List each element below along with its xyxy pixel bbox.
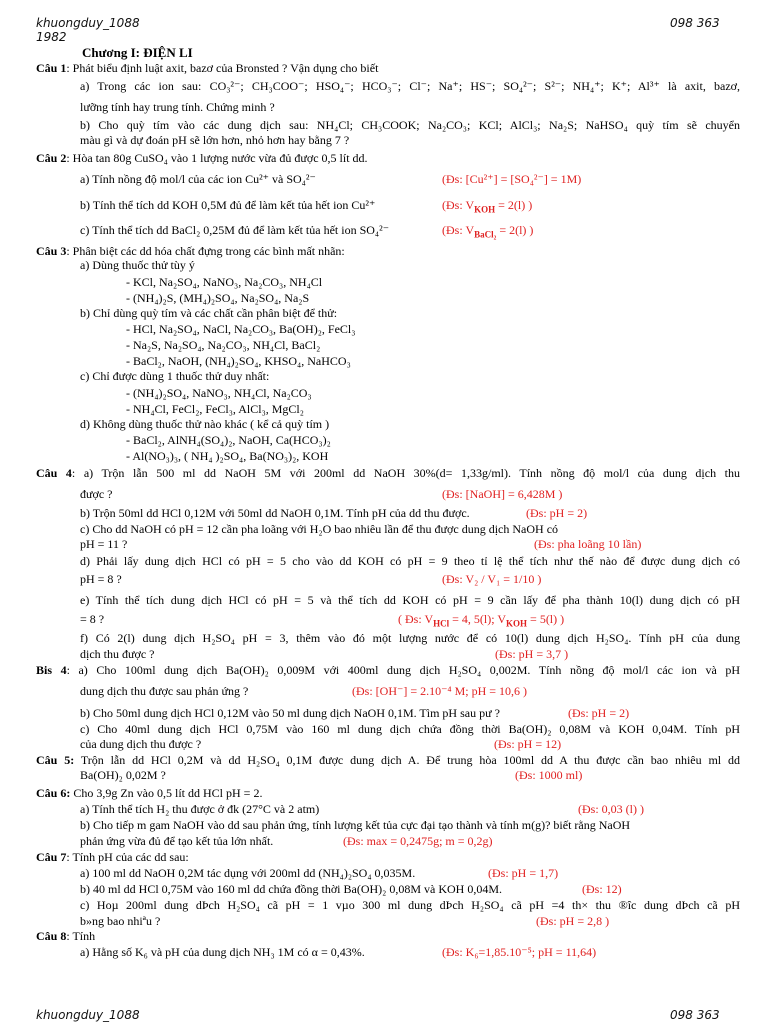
answer-main: (Đs: 12)	[582, 882, 622, 896]
answer-main: (Đs: pH = 2)	[568, 706, 630, 720]
text-line	[126, 449, 740, 463]
question-text: d) Phải lấy dung dịch HCl có pH = 5 cho vào dd KOH có pH = 9 theo tỉ lệ thể tích như thế nào để được dung dịch có	[80, 554, 740, 568]
question-text: của dung dịch thu được ?	[80, 737, 202, 751]
answer-main: (Đs: pH = 1,7)	[488, 866, 559, 880]
header-left: khuongduy_1088	[36, 16, 140, 30]
text-line	[80, 818, 740, 832]
text-line	[80, 572, 740, 586]
question-text: : Phát biểu định luật axit, bazơ của Bronsted ? Vận dụng cho biết	[66, 61, 379, 75]
question-text: - Na₂S, Na₂SO₄, Na₂CO₃, NH₄Cl, BaCl₂	[126, 338, 321, 352]
question-text: pH = 8 ?	[80, 572, 122, 586]
text-line	[36, 244, 740, 258]
text-line	[80, 306, 740, 320]
answer-text	[343, 834, 493, 848]
text-line	[80, 506, 740, 520]
text-line	[80, 898, 740, 912]
text-line	[80, 882, 740, 896]
question-label: Câu 2	[36, 151, 67, 165]
text-line	[126, 402, 740, 416]
question-text: : Phân biệt các dd hóa chất đựng trong các bình mất nhãn:	[66, 244, 345, 258]
question-text: lưỡng tính hay trung tính. Chứng minh ?	[80, 100, 275, 114]
answer-text	[352, 684, 527, 698]
question-text: a) Tính nồng độ mol/l của các ion Cu²⁺ và SO₄²⁻	[80, 172, 316, 186]
chapter-title: Chương I: ĐIỆN LI	[82, 45, 193, 60]
text-line	[80, 369, 740, 383]
question-label: Câu 4	[36, 466, 72, 480]
question-text: c) Hoµ 200ml dung dÞch H₂SO₄ cã pH = 1 vµo 300 ml dung dÞch H₂SO₄ cã pH =4 th× thu ®îc dung dÞch cã pH	[80, 898, 740, 912]
answer-text	[442, 223, 533, 241]
answer-cont: = 2(l) )	[495, 198, 533, 212]
answer-text	[526, 506, 587, 520]
question-text: - NH₄Cl, FeCl₂, FeCl₃, AlCl₃, MgCl₂	[126, 402, 304, 416]
question-text: b) Cho 50ml dung dịch HCl 0,12M vào 50 ml dung dịch NaOH 0,1M. Tìm pH sau pư ?	[80, 706, 500, 720]
text-line	[36, 151, 740, 165]
question-text: Cho 3,9g Zn vào 0,5 lít dd HCl pH = 2.	[70, 786, 263, 800]
text-line	[80, 866, 740, 880]
answer-text	[568, 706, 629, 720]
question-label: Câu 3	[36, 244, 67, 258]
text-line	[126, 386, 740, 400]
answer-text	[442, 172, 581, 186]
answer-main: (Đs: pha loãng 10 lần)	[534, 537, 642, 551]
question-text: - (NH₄)₂SO₄, NaNO₃, NH₄Cl, Na₂CO₃	[126, 386, 312, 400]
text-line	[80, 554, 740, 568]
answer-main: ( Đs: V	[398, 612, 434, 626]
answer-main: (Đs: max = 0,2475g; m = 0,2g)	[343, 834, 493, 848]
text-line	[36, 466, 740, 480]
answer-cont: = 2(l) )	[496, 223, 534, 237]
question-text: b) Tính thể tích dd KOH 0,5M đủ để làm kết tủa hết ion Cu²⁺	[80, 198, 376, 212]
question-text: - KCl, Na₂SO₄, NaNO₃, Na₂CO₃, NH₄Cl	[126, 275, 323, 289]
answer-main: (Đs: 1000 ml)	[515, 768, 583, 782]
text-line	[80, 737, 740, 751]
text-line	[80, 768, 740, 782]
answer-text	[515, 768, 582, 782]
question-text: = 8 ?	[80, 612, 105, 626]
question-label: Bis 4	[36, 663, 67, 677]
answer-text	[578, 802, 644, 816]
question-text: dung dịch thu được sau phản ứng ?	[80, 684, 249, 698]
question-text: : Tính	[66, 929, 96, 943]
question-text: a) Tính thể tích H₂ thu được ở đk (27°C và 2 atm)	[80, 802, 320, 816]
text-line	[80, 522, 740, 536]
answer-main: (Đs: V	[442, 223, 475, 237]
question-text: dịch thu được ?	[80, 647, 155, 661]
question-label: Câu 7	[36, 850, 67, 864]
text-line	[126, 338, 740, 352]
question-text: b) Trộn 50ml dd HCl 0,12M với 50ml dd NaOH 0,1M. Tính pH của dd thu được.	[80, 506, 470, 520]
question-text: d) Không dùng thuốc thử nào khác ( kể cả quỳ tím )	[80, 417, 330, 431]
text-line	[80, 198, 740, 215]
question-text: a) Hằng số K₆ và pH của dung dịch NH₃ 1M có α = 0,43%.	[80, 945, 365, 959]
question-text: f) Có 2(l) dung dịch H₂SO₄ pH = 3, thêm vào đó một lượng nước để có 10(l) dung dịch H₂SO₄. Tính pH của dung	[80, 631, 740, 645]
question-text: c) Chỉ được dùng 1 thuốc thử duy nhất:	[80, 369, 270, 383]
answer-main: (Đs: K₆=1,85.10⁻⁵; pH = 11,64)	[442, 945, 597, 959]
question-text: c) Cho dd NaOH có pH = 12 cần pha loãng với H₂O bao nhiêu lần để thu được dung dịch NaOH có	[80, 522, 559, 536]
question-text: a) 100 ml dd NaOH 0,2M tác dụng với 200ml dd (NH₄)₂SO₄ 0,035M.	[80, 866, 416, 880]
question-label: Câu 1	[36, 61, 67, 75]
text-line	[80, 631, 740, 645]
text-line	[36, 663, 740, 677]
answer-main: (Đs: [OH⁻] = 2.10⁻⁴ M; pH = 10,6 )	[352, 684, 528, 698]
header-right: 098 363	[670, 16, 720, 30]
answer-cont: = 4, 5(l); V	[449, 612, 507, 626]
text-line	[80, 593, 740, 607]
question-text: Ba(OH)₂ 0,02M ?	[80, 768, 166, 782]
text-line	[80, 706, 740, 720]
question-label: Câu 8	[36, 929, 67, 943]
question-text: b) Cho quỳ tím vào các dung dịch sau: NH₄Cl; CH₃COOK; Na₂CO₃; KCl; AlCl₃; Na₂S; NaHSO₄ quỳ tím sẽ chuyển	[80, 118, 740, 132]
answer-text	[536, 914, 609, 928]
text-line	[80, 172, 740, 186]
question-text: c) Tính thể tích dd BaCl₂ 0,25M đủ để làm kết tủa hết ion SO₄²⁻	[80, 223, 390, 237]
question-text: : Hòa tan 80g CuSO₄ vào 1 lượng nước vừa đủ được 0,5 lít dd.	[66, 151, 368, 165]
text-line	[80, 647, 740, 661]
question-text: b»ng bao nhiªu ?	[80, 914, 161, 928]
text-line	[80, 945, 740, 959]
text-line	[80, 487, 740, 501]
question-text: - BaCl₂, AlNH₄(SO₄)₂, NaOH, Ca(HCO₃)₂	[126, 433, 331, 447]
text-line	[36, 850, 740, 864]
question-text: - (NH₄)₂S, (MH₄)₂SO₄, Na₂SO₄, Na₂S	[126, 291, 310, 305]
answer-main: (Đs: 0,03 (l) )	[578, 802, 644, 816]
answer-subscript: KOH	[506, 618, 528, 629]
answer-text	[494, 737, 561, 751]
footer-left: khuongduy_1088	[36, 1008, 140, 1022]
text-line	[126, 291, 740, 305]
answer-text	[398, 612, 564, 630]
text-line	[126, 433, 740, 447]
question-text: pH = 11 ?	[80, 537, 128, 551]
question-label: Câu 5:	[36, 753, 75, 767]
text-line	[80, 118, 740, 132]
text-line	[82, 46, 740, 60]
answer-main: (Đs: pH = 3,7 )	[495, 647, 569, 661]
question-label: Câu 6:	[36, 786, 71, 800]
answer-text	[442, 487, 562, 501]
text-line	[126, 322, 740, 336]
answer-main: (Đs: [NaOH] = 6,428M )	[442, 487, 563, 501]
question-text: a) Dùng thuốc thử tùy ý	[80, 258, 195, 272]
question-text: : Tính pH của các dd sau:	[66, 850, 189, 864]
answer-main: (Đs: pH = 2)	[526, 506, 588, 520]
question-text: : a) Trộn lẫn 500 ml dd NaOH 5M với 200ml dd NaOH 30%(d= 1,33g/ml). Tính nồng độ mol/l của dung dịch thu	[71, 466, 741, 480]
answer-subscript: KOH	[474, 204, 496, 215]
answer-main: (Đs: [Cu²⁺] = [SO₄²⁻] = 1M)	[442, 172, 582, 186]
answer-text	[442, 198, 532, 216]
answer-subscript: HCl	[433, 618, 450, 629]
text-line	[80, 133, 740, 147]
text-line	[36, 929, 740, 943]
question-text: b) Chỉ dùng quỳ tím và các chất cần phân biệt để thử:	[80, 306, 338, 320]
text-line	[80, 79, 740, 93]
text-line	[36, 61, 740, 75]
question-text: a) Trong các ion sau: CO₃²⁻; CH₃COO⁻; HSO₄⁻; HCO₃⁻; Cl⁻; Na⁺; HS⁻; SO₄²⁻; S²⁻; NH₄⁺; K⁺; Al³⁺ là axit, bazơ,	[80, 79, 740, 93]
answer-text	[488, 866, 558, 880]
text-line	[126, 275, 740, 289]
answer-main: (Đs: V₂ / V₁ = 1/10 )	[442, 572, 542, 586]
text-line	[80, 417, 740, 431]
question-text: c) Cho 40ml dung dịch HCl 0,75M vào 160 ml dung dịch chứa đồng thời Ba(OH)₂ 0,08M và KOH 0,04M. Tính pH	[80, 722, 740, 736]
answer-main: (Đs: pH = 2,8 )	[536, 914, 610, 928]
text-line	[80, 223, 740, 240]
answer-main: (Đs: pH = 12)	[494, 737, 562, 751]
answer-text	[442, 945, 596, 959]
question-text: màu gì và dự đoán pH sẽ lớn hơn, nhỏ hơn hay bằng 7 ?	[80, 133, 350, 147]
question-text: - HCl, Na₂SO₄, NaCl, Na₂CO₃, Ba(OH)₂, FeCl₃	[126, 322, 356, 336]
header-sub: 1982	[36, 30, 67, 44]
question-text: - Al(NO₃)₃, ( NH₄ )₂SO₄, Ba(NO₃)₂, KOH	[126, 449, 329, 463]
text-line	[80, 914, 740, 928]
question-text: b) Cho tiếp m gam NaOH vào dd sau phản ứng, tính lượng kết tủa cực đại tạo thành và tính m(g)? biết rằng NaOH	[80, 818, 631, 832]
answer-text	[495, 647, 568, 661]
text-line	[126, 354, 740, 368]
answer-text	[582, 882, 622, 896]
answer-main: (Đs: V	[442, 198, 475, 212]
answer-cont: = 5(l) )	[527, 612, 565, 626]
question-text: được ?	[80, 487, 113, 501]
text-line	[80, 100, 740, 114]
question-text: b) 40 ml dd HCl 0,75M vào 160 ml dd chứa đồng thời Ba(OH)₂ 0,08M và KOH 0,04M.	[80, 882, 503, 896]
text-line	[80, 722, 740, 736]
text-line	[36, 786, 740, 800]
question-text: : a) Cho 100ml dung dịch Ba(OH)₂ 0,009M với 400ml dung dịch H₂SO₄ 0,002M. Tính nồng độ mol/l các ion và pH	[66, 663, 740, 677]
footer-right: 098 363	[670, 1008, 720, 1022]
text-line	[36, 753, 740, 767]
answer-text	[534, 537, 641, 551]
answer-text	[442, 572, 541, 586]
question-text: e) Tính thể tích dung dịch HCl có pH = 5 và thể tích dd KOH có pH = 9 cần lấy để pha thành 10(l) dung dịch có pH	[80, 593, 740, 607]
answer-subscript: BaCl₂	[474, 229, 497, 240]
question-text: Trộn lẫn dd HCl 0,2M và dd H₂SO₄ 0,1M được dung dịch A. Để trung hòa 100ml dd A thu được cần bao nhiêu ml dd	[74, 753, 740, 767]
question-text: phản ứng vừa đủ để tạo kết tủa lớn nhất.	[80, 834, 274, 848]
text-line	[80, 258, 740, 272]
question-text: - BaCl₂, NaOH, (NH₄)₂SO₄, KHSO₄, NaHCO₃	[126, 354, 351, 368]
